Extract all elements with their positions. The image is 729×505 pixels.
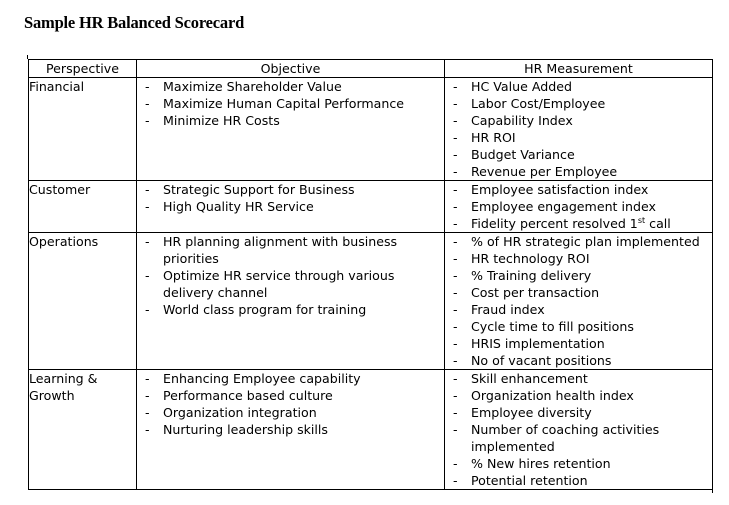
measurement-cell (445, 181, 713, 233)
table-row-financial (29, 78, 713, 181)
measurement-item: - Employee satisfaction index (453, 181, 712, 198)
measurement-item: - % Training delivery (453, 267, 712, 284)
measurement-cell (445, 233, 713, 370)
measurement-cell (445, 78, 713, 181)
measurement-item: - HR technology ROI (453, 250, 712, 267)
objective-cell (137, 181, 445, 233)
measurement-item-fidelity (453, 215, 712, 232)
table-row-learning-growth (29, 370, 713, 490)
objective-item: - Maximize Human Capital Performance (145, 95, 444, 112)
objective-item: - Minimize HR Costs (145, 112, 444, 129)
header-perspective: Perspective (29, 60, 137, 78)
measurement-item: - HR ROI (453, 129, 712, 146)
objective-cell (137, 370, 445, 490)
measurement-item: - HC Value Added (453, 78, 712, 95)
table-row-operations (29, 233, 713, 370)
perspective-line: Growth (29, 388, 75, 403)
perspective-cell (29, 370, 137, 490)
measurement-item: - Potential retention (453, 472, 712, 489)
measurement-item: - No of vacant positions (453, 352, 712, 369)
objective-cell (137, 233, 445, 370)
fidelity-suffix: call (645, 216, 671, 231)
measurement-item: - Cycle time to fill positions (453, 318, 712, 335)
perspective-cell: Operations (29, 233, 137, 370)
measurement-item: - Cost per transaction (453, 284, 712, 301)
measurement-cell (445, 370, 713, 490)
measurement-item: - Number of coaching activities implemented (453, 421, 712, 455)
table-header-row (29, 60, 713, 78)
measurement-item: - Labor Cost/Employee (453, 95, 712, 112)
objective-item: - World class program for training (145, 301, 444, 318)
objective-item: - Organization integration (145, 404, 444, 421)
measurement-item: - Employee diversity (453, 404, 712, 421)
fidelity-superscript: st (637, 215, 646, 225)
measurement-item: - HRIS implementation (453, 335, 712, 352)
header-objective: Objective (137, 60, 445, 78)
measurement-item: - % of HR strategic plan implemented (453, 233, 712, 250)
perspective-cell: Financial (29, 78, 137, 181)
table-row-customer (29, 181, 713, 233)
measurement-item: - Budget Variance (453, 146, 712, 163)
balanced-scorecard-table (28, 59, 713, 490)
perspective-cell: Customer (29, 181, 137, 233)
perspective-line: Learning & (29, 371, 98, 386)
objective-item: - Nurturing leadership skills (145, 421, 444, 438)
objective-item: - Performance based culture (145, 387, 444, 404)
objective-item: - Strategic Support for Business (145, 181, 444, 198)
fidelity-text: Fidelity percent resolved 1 (471, 216, 638, 231)
objective-cell (137, 78, 445, 181)
measurement-item: - Employee engagement index (453, 198, 712, 215)
objective-item: - Enhancing Employee capability (145, 370, 444, 387)
objective-item: - Optimize HR service through various delivery channel (145, 267, 444, 301)
page-title: Sample HR Balanced Scorecard (24, 13, 245, 32)
measurement-item: - Skill enhancement (453, 370, 712, 387)
objective-item: - High Quality HR Service (145, 198, 444, 215)
objective-item: - HR planning alignment with business priorities (145, 233, 444, 267)
header-measurement: HR Measurement (445, 60, 713, 78)
objective-item: - Maximize Shareholder Value (145, 78, 444, 95)
measurement-item: - Capability Index (453, 112, 712, 129)
measurement-item: - Revenue per Employee (453, 163, 712, 180)
measurement-item: - Organization health index (453, 387, 712, 404)
measurement-item: - % New hires retention (453, 455, 712, 472)
measurement-item: - Fraud index (453, 301, 712, 318)
